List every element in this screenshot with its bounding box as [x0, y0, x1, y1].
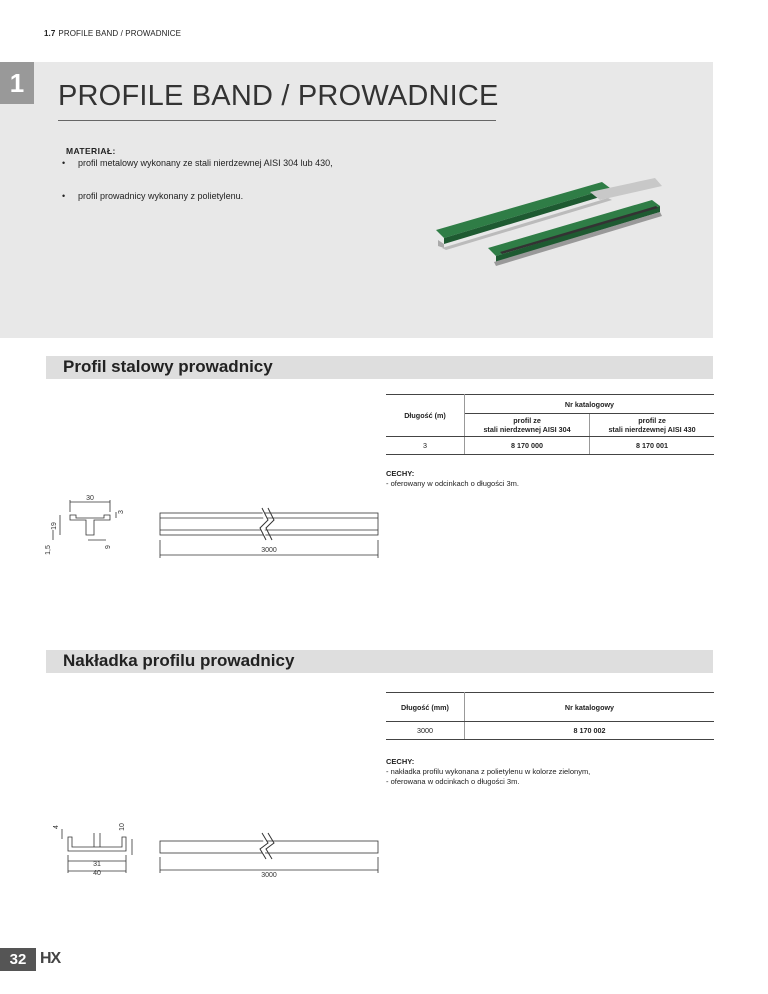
brand-logo: HX	[40, 950, 61, 967]
title-rule	[58, 120, 496, 121]
catalog-table-steel	[386, 394, 714, 455]
cover-profile-drawing	[48, 815, 388, 880]
material-item: • profil prowadnicy wykonany z polietylenu.	[62, 191, 244, 201]
dim-height: 19	[51, 522, 58, 530]
breadcrumb-number: 1.7	[44, 29, 56, 38]
page-title: PROFILE BAND / PROWADNICE	[58, 80, 499, 112]
breadcrumb	[44, 29, 181, 38]
section-title: Nakładka profilu prowadnicy	[63, 651, 295, 670]
product-image	[430, 178, 670, 268]
table-header-catalog: Nr katalogowy	[465, 395, 715, 414]
material-label: MATERIAŁ:	[66, 146, 116, 156]
table-header-col1: profil ze stali nierdzewnej AISI 304	[465, 414, 590, 437]
dim-top: 3	[118, 510, 125, 514]
feature-item: - oferowana w odcinkach o długości 3m.	[386, 777, 520, 786]
table-row: 3000 8 170 002	[386, 722, 714, 740]
table-header-length: Długość (mm)	[386, 693, 465, 722]
dim-outer: 40	[93, 870, 101, 877]
features-label: CECHY:	[386, 469, 415, 478]
dim-inner: 9	[105, 545, 112, 549]
material-item: • profil metalowy wykonany ze stali nierdzewnej AISI 304 lub 430,	[62, 158, 333, 168]
table-row: 3 8 170 000 8 170 001	[386, 437, 714, 455]
feature-item: - oferowany w odcinkach o długości 3m.	[386, 479, 519, 488]
dim-right: 10	[119, 823, 126, 831]
steel-profile-drawing	[45, 490, 388, 565]
page-number: 32	[0, 948, 36, 971]
chapter-badge: 1	[0, 62, 34, 104]
section-title: Profil stalowy prowadnicy	[63, 357, 273, 376]
dim-bottom: 1,5	[45, 545, 52, 555]
dim-inner: 31	[93, 861, 101, 868]
dim-width: 30	[86, 495, 94, 502]
features-label: CECHY:	[386, 757, 415, 766]
table-header-col2: profil ze stali nierdzewnej AISI 430	[590, 414, 714, 437]
catalog-table-cover	[386, 692, 714, 740]
dim-left: 4	[53, 825, 60, 829]
table-header-length: Długość (m)	[386, 395, 465, 437]
dim-length: 3000	[261, 872, 277, 879]
table-header-catalog: Nr katalogowy	[465, 693, 715, 722]
breadcrumb-text: PROFILE BAND / PROWADNICE	[58, 29, 182, 38]
feature-item: - nakładka profilu wykonana z polietylenu w kolorze zielonym,	[386, 767, 591, 776]
dim-length: 3000	[261, 547, 277, 554]
